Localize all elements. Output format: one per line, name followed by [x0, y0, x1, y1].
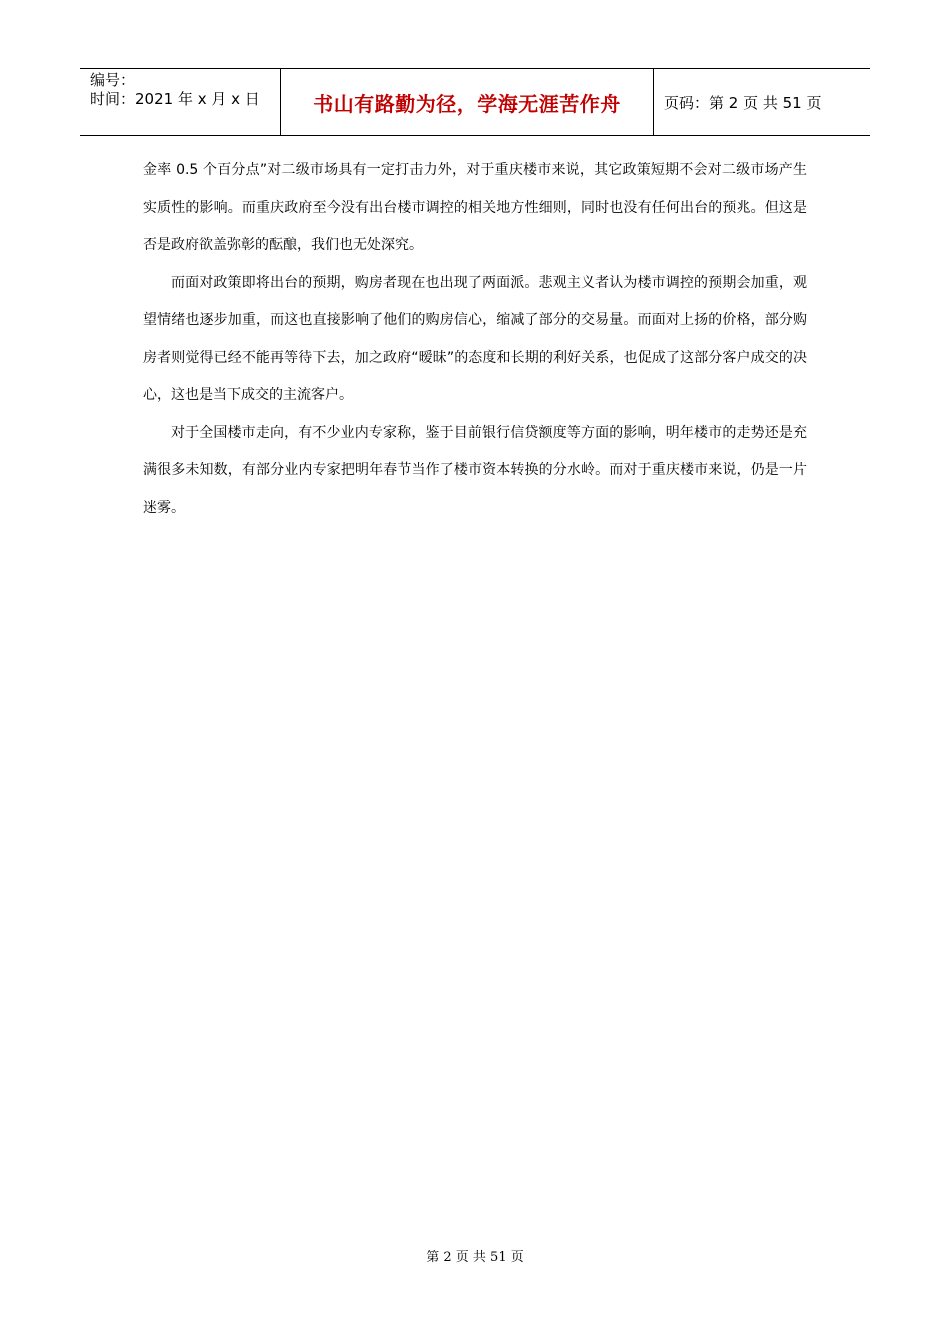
- document-body: [143, 152, 807, 527]
- header-motto: 书山有路勤为径，学海无涯苦作舟: [281, 69, 654, 135]
- paragraph: 而面对政策即将出台的预期，购房者现在也出现了两面派。悲观主义者认为楼市调控的预期会加重，观望情绪也逐步加重，而这也直接影响了他们的购房信心，缩减了部分的交易量。而面对上扬的价格，部分购房者则觉得已经不能再等待下去，加之政府“暧昧”的态度和长期的利好关系，也促成了这部分客户成交的决心，这也是当下成交的主流客户。: [143, 274, 807, 403]
- paragraph: 金率 0.5 个百分点”对二级市场具有一定打击力外，对于重庆楼市来说，其它政策短期不会对二级市场产生实质性的影响。而重庆政府至今没有出台楼市调控的相关地方性细则，同时也没有任何出台的预兆。但这是否是政府欲盖弥彰的酝酿，我们也无处深究。: [143, 162, 807, 253]
- document-header: [80, 68, 870, 136]
- header-meta: [80, 69, 281, 135]
- number-label: 编号：: [90, 71, 136, 89]
- page-footer: 第 2 页 共 51 页: [426, 1250, 524, 1265]
- paragraph: 对于全国楼市走向，有不少业内专家称，鉴于目前银行信贷额度等方面的影响，明年楼市的走势还是充满很多未知数，有部分业内专家把明年春节当作了楼市资本转换的分水岭。而对于重庆楼市来说，仍是一片迷雾。: [143, 424, 807, 516]
- header-page-info: 页码：第 2 页 共 51 页: [664, 93, 822, 112]
- time-label: 时间：2021 年 x 月 x 日: [90, 90, 260, 108]
